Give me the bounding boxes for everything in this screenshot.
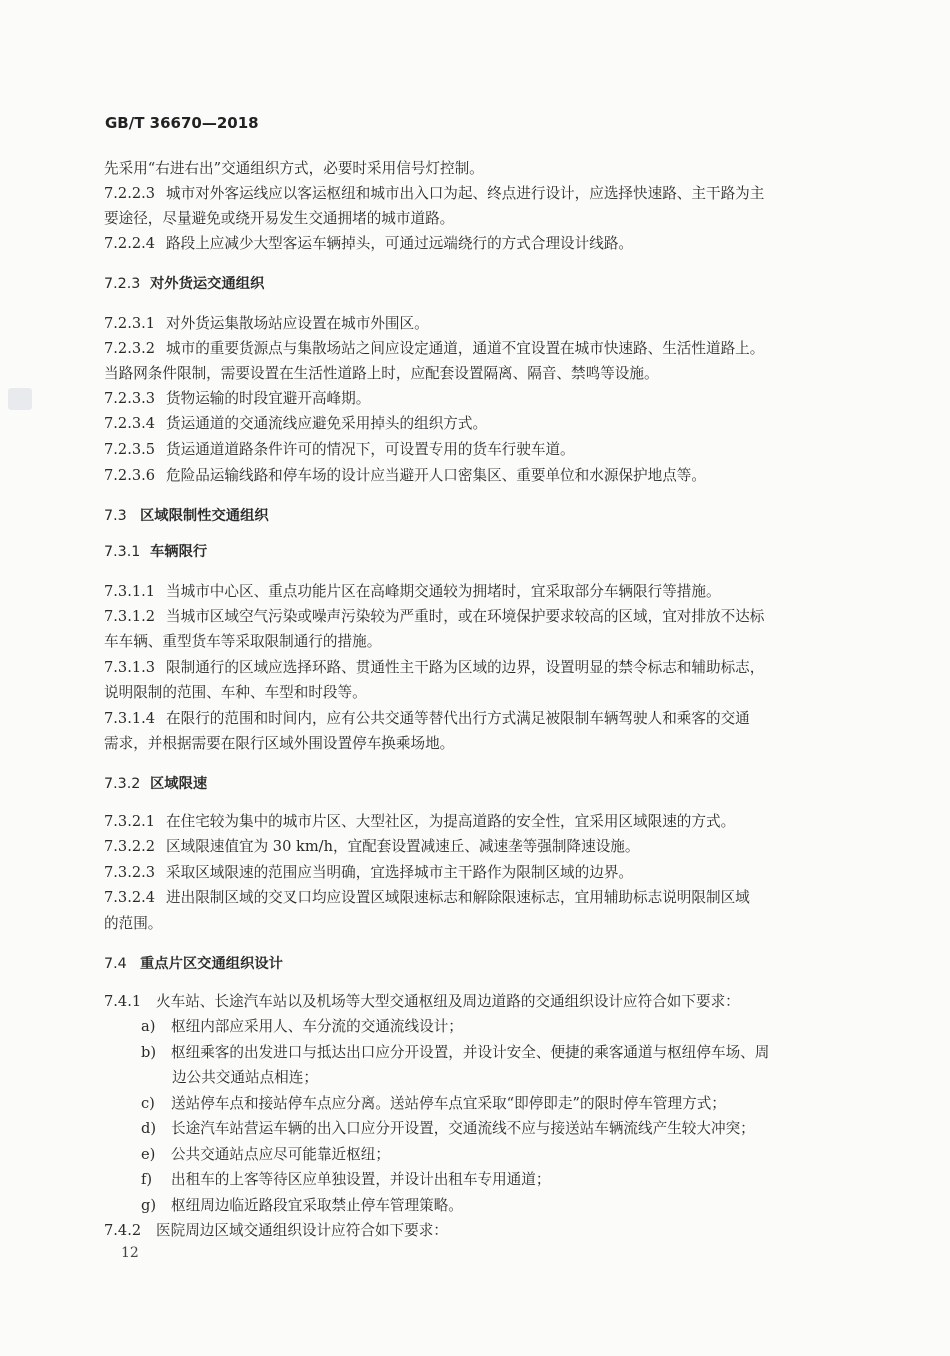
clause-7-3-2-2 [104,836,848,858]
clause-text: 危险品运输线路和停车场的设计应当避开人口密集区、重要单位和水源保护地点等。 [166,467,706,484]
clause-7-2-3-5 [104,439,848,461]
para-line [104,158,848,180]
list-item-d [141,1118,848,1140]
list-continuation [172,1067,848,1089]
para-text: 要途径，尽量避免或绕开易发生交通拥堵的城市道路。 [104,210,455,227]
para-line [104,913,848,935]
clause-text: 路段上应减少大型客运车辆掉头，可通过远端绕行的方式合理设计线路。 [166,235,634,252]
page-number: 12 [121,1245,139,1261]
list-marker: e) [141,1146,156,1163]
list-marker: b) [141,1044,157,1061]
list-marker: g) [141,1197,157,1214]
list-marker: f) [141,1171,153,1188]
clause-number: 7.3.2.2 [104,838,156,855]
clause-text: 货物运输的时段宜避开高峰期。 [166,390,371,407]
section-title: 对外货运交通组织 [150,276,265,292]
clause-number: 7.3.2.4 [104,889,156,906]
clause-7-2-3-2 [104,338,848,360]
clause-text: 货运通道的交通流线应避免采用掉头的组织方式。 [166,415,488,432]
para-line [104,682,848,704]
clause-number: 7.2.3.1 [104,315,156,332]
clause-7-4-1 [104,991,848,1013]
list-marker: c) [141,1095,155,1112]
clause-number: 7.2.2.3 [104,185,156,202]
list-text: 公共交通站点应尽可能靠近枢纽； [171,1146,390,1163]
para-text: 先采用“右进右出”交通组织方式，必要时采用信号灯控制。 [104,160,484,177]
clause-number: 7.2.3.5 [104,441,156,458]
para-line [104,733,848,755]
clause-number: 7.3.1.4 [104,710,156,727]
list-item-b [141,1042,848,1064]
para-line [104,208,848,230]
section-number: 7.3.1 [104,544,141,560]
clause-7-2-3-6 [104,465,848,487]
section-heading-7-4 [104,953,848,975]
document-id: GB/T 36670—2018 [105,114,259,132]
clause-text: 医院周边区域交通组织设计应符合如下要求： [156,1222,448,1239]
clause-7-3-2-4 [104,887,848,909]
clause-7-3-2-1 [104,811,848,833]
clause-text: 区域限速值宜为 30 km/h，宜配套设置减速丘、减速垄等强制降速设施。 [166,838,640,855]
para-text: 的范围。 [104,915,163,932]
para-text: 当路网条件限制，需要设置在生活性道路上时，应配套设置隔离、隔音、禁鸣等设施。 [104,365,659,382]
list-text: 枢纽内部应采用人、车分流的交通流线设计； [171,1018,463,1035]
clause-text: 火车站、长途汽车站以及机场等大型交通枢纽及周边道路的交通组织设计应符合如下要求： [156,993,740,1010]
clause-7-3-1-2 [104,606,848,628]
clause-number: 7.2.3.4 [104,415,156,432]
clause-text: 采取区域限速的范围应当明确，宜选择城市主干路作为限制区域的边界。 [166,864,634,881]
clause-7-3-1-3 [104,657,848,679]
list-text: 边公共交通站点相连； [172,1069,318,1086]
list-text: 出租车的上客等待区应单独设置，并设计出租车专用通道； [171,1171,551,1188]
clause-text: 城市的重要货源点与集散场站之间应设定通道，通道不宜设置在城市快速路、生活性道路上。 [166,340,765,357]
list-item-f [141,1169,848,1191]
clause-text: 限制通行的区域应选择环路、贯通性主干路为区域的边界，设置明显的禁令标志和辅助标志， [166,659,765,676]
list-item-g [141,1195,848,1217]
clause-7-3-1-1 [104,581,848,603]
clause-number: 7.2.3.6 [104,467,156,484]
side-scan-mark [8,388,32,410]
section-number: 7.4 [104,956,127,972]
section-number: 7.3 [104,508,127,524]
section-title: 重点片区交通组织设计 [140,956,283,972]
clause-number: 7.3.2.1 [104,813,156,830]
para-text: 车车辆、重型货车等采取限制通行的措施。 [104,633,382,650]
para-line [104,631,848,653]
clause-number: 7.3.2.3 [104,864,156,881]
clause-number: 7.3.1.1 [104,583,156,600]
list-marker: d) [141,1120,157,1137]
clause-text: 在住宅较为集中的城市片区、大型社区，为提高道路的安全性，宜采用区域限速的方式。 [166,813,736,830]
clause-7-2-3-4 [104,413,848,435]
list-text: 枢纽周边临近路段宜采取禁止停车管理策略。 [171,1197,463,1214]
section-heading-7-3-1 [104,541,848,563]
clause-text: 货运通道道路条件许可的情况下，可设置专用的货车行驶车道。 [166,441,575,458]
section-heading-7-2-3 [104,273,848,295]
clause-text: 进出限制区域的交叉口均应设置区域限速标志和解除限速标志，宜用辅助标志说明限制区域 [166,889,750,906]
clause-7-2-3-1 [104,313,848,335]
clause-number: 7.4.1 [104,993,142,1010]
clause-number: 7.4.2 [104,1222,142,1239]
clause-text: 在限行的范围和时间内，应有公共交通等替代出行方式满足被限制车辆驾驶人和乘客的交通 [166,710,750,727]
clause-7-3-2-3 [104,862,848,884]
para-text: 需求，并根据需要在限行区域外围设置停车换乘场地。 [104,735,455,752]
clause-number: 7.2.3.2 [104,340,156,357]
section-heading-7-3 [104,505,848,527]
clause-text: 当城市区域空气污染或噪声污染较为严重时，或在环境保护要求较高的区域，宜对排放不达标 [166,608,765,625]
clause-7-4-2 [104,1220,848,1242]
clause-7-2-3-3 [104,388,848,410]
list-item-c [141,1093,848,1115]
clause-7-3-1-4 [104,708,848,730]
clause-text: 对外货运集散场站应设置在城市外围区。 [166,315,429,332]
clause-number: 7.2.2.4 [104,235,156,252]
para-line [104,363,848,385]
clause-number: 7.3.1.3 [104,659,156,676]
list-item-e [141,1144,848,1166]
section-title: 区域限速 [150,776,208,792]
section-title: 车辆限行 [150,544,208,560]
section-title: 区域限制性交通组织 [140,508,269,524]
clause-7-2-2-3 [104,183,848,205]
section-number: 7.2.3 [104,276,141,292]
clause-number: 7.2.3.3 [104,390,156,407]
clause-text: 城市对外客运线应以客运枢纽和城市出入口为起、终点进行设计，应选择快速路、主干路为主 [166,185,765,202]
list-text: 枢纽乘客的出发进口与抵达出口应分开设置，并设计安全、便捷的乘客通道与枢纽停车场、周 [171,1044,770,1061]
para-text: 说明限制的范围、车种、车型和时段等。 [104,684,367,701]
list-marker: a) [141,1018,156,1035]
list-text: 送站停车点和接站停车点应分离。送站停车点宜采取“即停即走”的限时停车管理方式； [171,1095,726,1112]
clause-7-2-2-4 [104,233,848,255]
list-item-a [141,1016,848,1038]
clause-text: 当城市中心区、重点功能片区在高峰期交通较为拥堵时，宜采取部分车辆限行等措施。 [166,583,721,600]
clause-number: 7.3.1.2 [104,608,156,625]
section-number: 7.3.2 [104,776,141,792]
list-text: 长途汽车站营运车辆的出入口应分开设置，交通流线不应与接送站车辆流线产生较大冲突； [171,1120,755,1137]
section-heading-7-3-2 [104,773,848,795]
